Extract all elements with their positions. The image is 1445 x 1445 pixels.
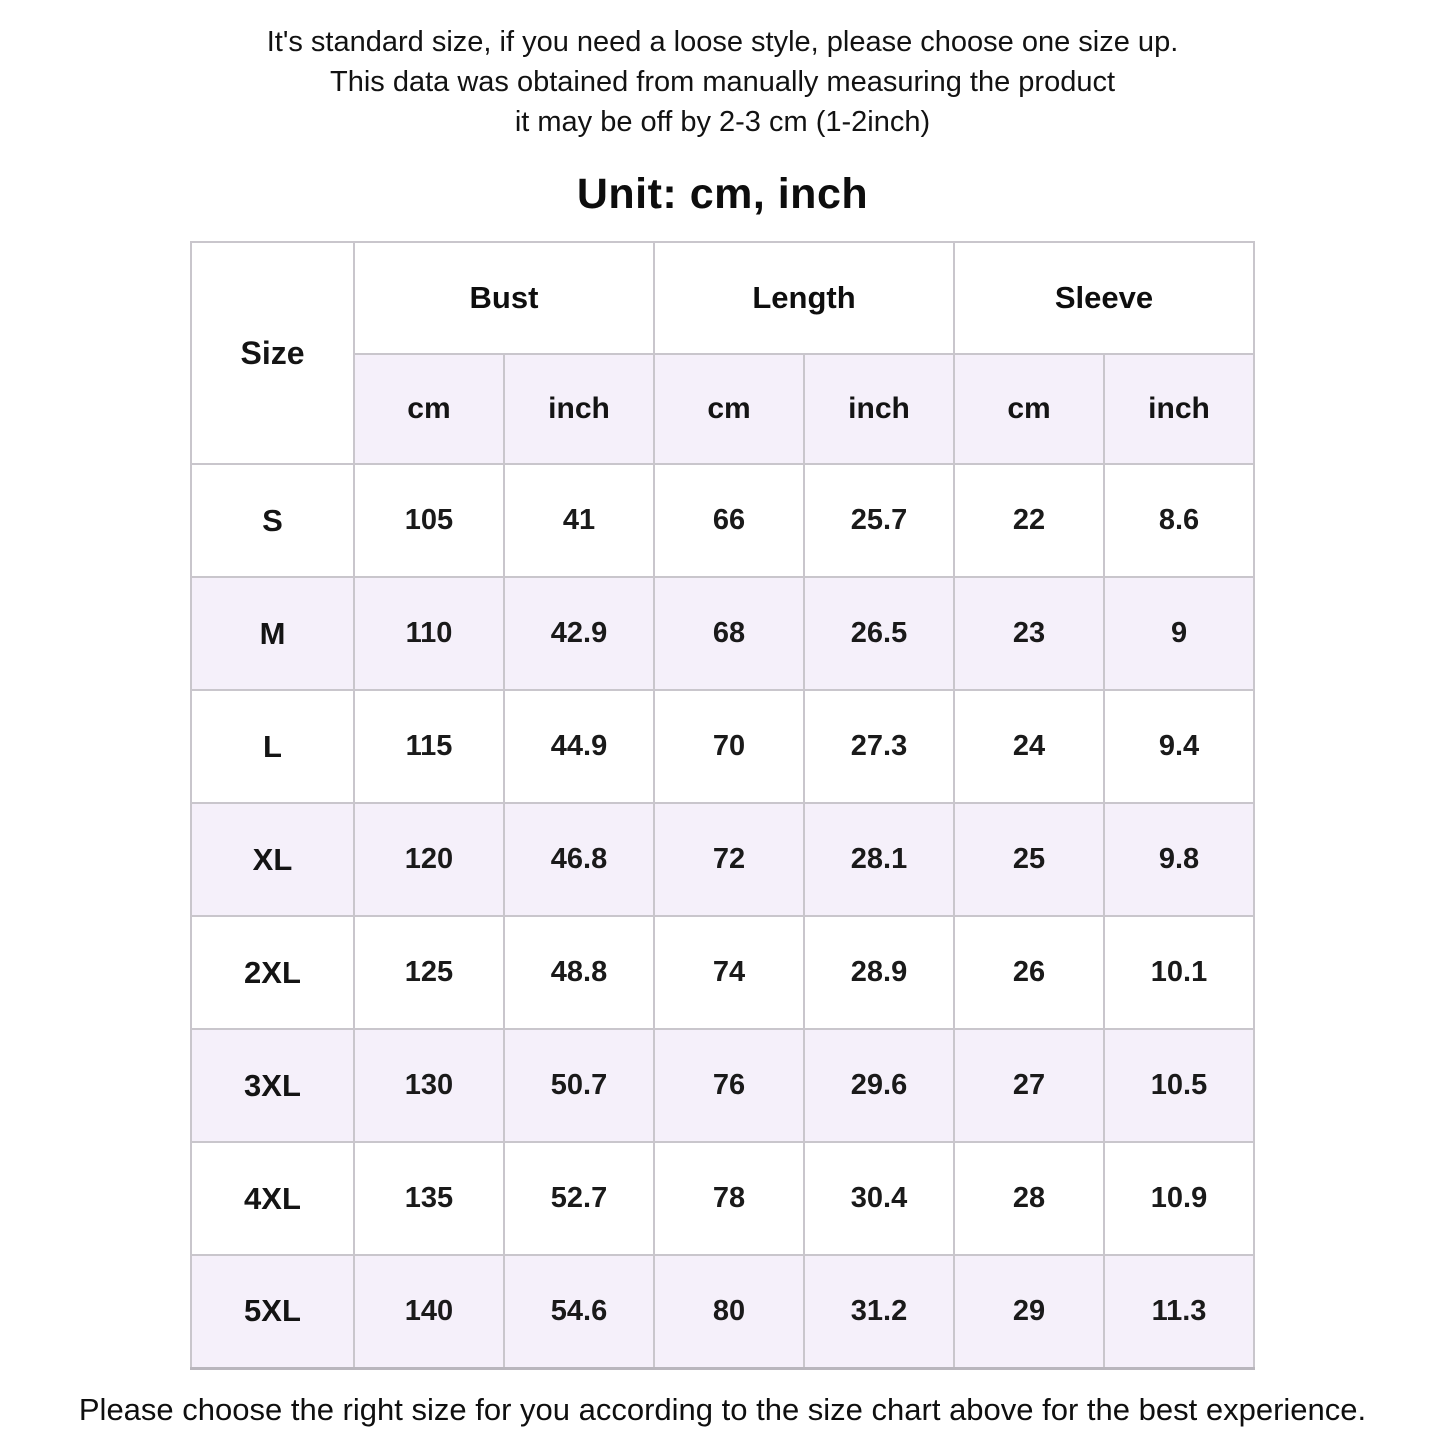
length-inch-cell: 30.4: [804, 1142, 954, 1255]
sleeve-cm-cell: 28: [954, 1142, 1104, 1255]
size-cell: 2XL: [191, 916, 354, 1029]
bust-cm-cell: 120: [354, 803, 504, 916]
size-cell: 5XL: [191, 1255, 354, 1368]
table-row-5xl: [191, 1255, 1254, 1368]
note-line-1: It's standard size, if you need a loose style, please choose one size up.: [266, 26, 1179, 58]
sleeve-inch-cell: 10.5: [1104, 1029, 1254, 1142]
bust-group-header: Bust: [354, 242, 654, 354]
bust-cm-cell: 105: [354, 464, 504, 577]
bust-cm-cell: 110: [354, 577, 504, 690]
sleeve-cm-cell: 22: [954, 464, 1104, 577]
length-inch-cell: 28.1: [804, 803, 954, 916]
sleeve-inch-cell: 9.4: [1104, 690, 1254, 803]
table-row-4xl: [191, 1142, 1254, 1255]
table-body: [191, 464, 1254, 1368]
length-cm-cell: 76: [654, 1029, 804, 1142]
length-cm-cell: 74: [654, 916, 804, 1029]
bust-inch-cell: 41: [504, 464, 654, 577]
sleeve-cm-cell: 26: [954, 916, 1104, 1029]
length-cm-cell: 66: [654, 464, 804, 577]
table-row-xl: [191, 803, 1254, 916]
sleeve-cm-cell: 23: [954, 577, 1104, 690]
sleeve-group-header: Sleeve: [954, 242, 1254, 354]
sleeve-inch-cell: 10.9: [1104, 1142, 1254, 1255]
length-inch-cell: 31.2: [804, 1255, 954, 1368]
size-cell: L: [191, 690, 354, 803]
size-column-header: Size: [191, 242, 354, 464]
table-row-3xl: [191, 1029, 1254, 1142]
length-cm-cell: 80: [654, 1255, 804, 1368]
bust-inch-cell: 46.8: [504, 803, 654, 916]
sleeve-cm-cell: 25: [954, 803, 1104, 916]
length-inch-cell: 26.5: [804, 577, 954, 690]
table-row-m: [191, 577, 1254, 690]
sleeve-cm-cell: 27: [954, 1029, 1104, 1142]
length-inch-cell: 29.6: [804, 1029, 954, 1142]
unit-title: Unit: cm, inch: [576, 170, 869, 218]
size-cell: 3XL: [191, 1029, 354, 1142]
size-cell: M: [191, 577, 354, 690]
sleeve-cm-cell: 24: [954, 690, 1104, 803]
length-cm-cell: 70: [654, 690, 804, 803]
bust-cm-cell: 115: [354, 690, 504, 803]
table-row-2xl: [191, 916, 1254, 1029]
bust-inch-cell: 52.7: [504, 1142, 654, 1255]
length-cm-cell: 68: [654, 577, 804, 690]
sleeve-inch-cell: 8.6: [1104, 464, 1254, 577]
size-cell: 4XL: [191, 1142, 354, 1255]
table-row-s: [191, 464, 1254, 577]
top-notes: [0, 0, 1445, 142]
length-inch-header: inch: [804, 354, 954, 464]
bust-cm-cell: 140: [354, 1255, 504, 1368]
note-line-2: This data was obtained from manually measuring the product: [329, 66, 1116, 98]
length-cm-cell: 72: [654, 803, 804, 916]
bust-inch-cell: 42.9: [504, 577, 654, 690]
sleeve-cm-header: cm: [954, 354, 1104, 464]
table-row-l: [191, 690, 1254, 803]
bust-cm-cell: 135: [354, 1142, 504, 1255]
size-cell: S: [191, 464, 354, 577]
sleeve-inch-cell: 9: [1104, 577, 1254, 690]
bust-inch-cell: 44.9: [504, 690, 654, 803]
length-cm-cell: 78: [654, 1142, 804, 1255]
sleeve-inch-cell: 9.8: [1104, 803, 1254, 916]
bust-cm-cell: 130: [354, 1029, 504, 1142]
length-inch-cell: 25.7: [804, 464, 954, 577]
sleeve-cm-cell: 29: [954, 1255, 1104, 1368]
sleeve-inch-header: inch: [1104, 354, 1254, 464]
bust-inch-header: inch: [504, 354, 654, 464]
length-group-header: Length: [654, 242, 954, 354]
length-inch-cell: 28.9: [804, 916, 954, 1029]
size-chart-table: [190, 241, 1255, 1370]
sleeve-inch-cell: 10.1: [1104, 916, 1254, 1029]
length-inch-cell: 27.3: [804, 690, 954, 803]
bust-inch-cell: 48.8: [504, 916, 654, 1029]
bust-cm-header: cm: [354, 354, 504, 464]
footer-note: Please choose the right size for you according to the size chart above for the best experience.: [78, 1391, 1367, 1427]
bust-inch-cell: 50.7: [504, 1029, 654, 1142]
note-line-3: it may be off by 2-3 cm (1-2inch): [514, 106, 931, 138]
bust-cm-cell: 125: [354, 916, 504, 1029]
size-cell: XL: [191, 803, 354, 916]
bust-inch-cell: 54.6: [504, 1255, 654, 1368]
sleeve-inch-cell: 11.3: [1104, 1255, 1254, 1368]
group-header-row: [191, 242, 1254, 354]
length-cm-header: cm: [654, 354, 804, 464]
table-header: [191, 242, 1254, 464]
